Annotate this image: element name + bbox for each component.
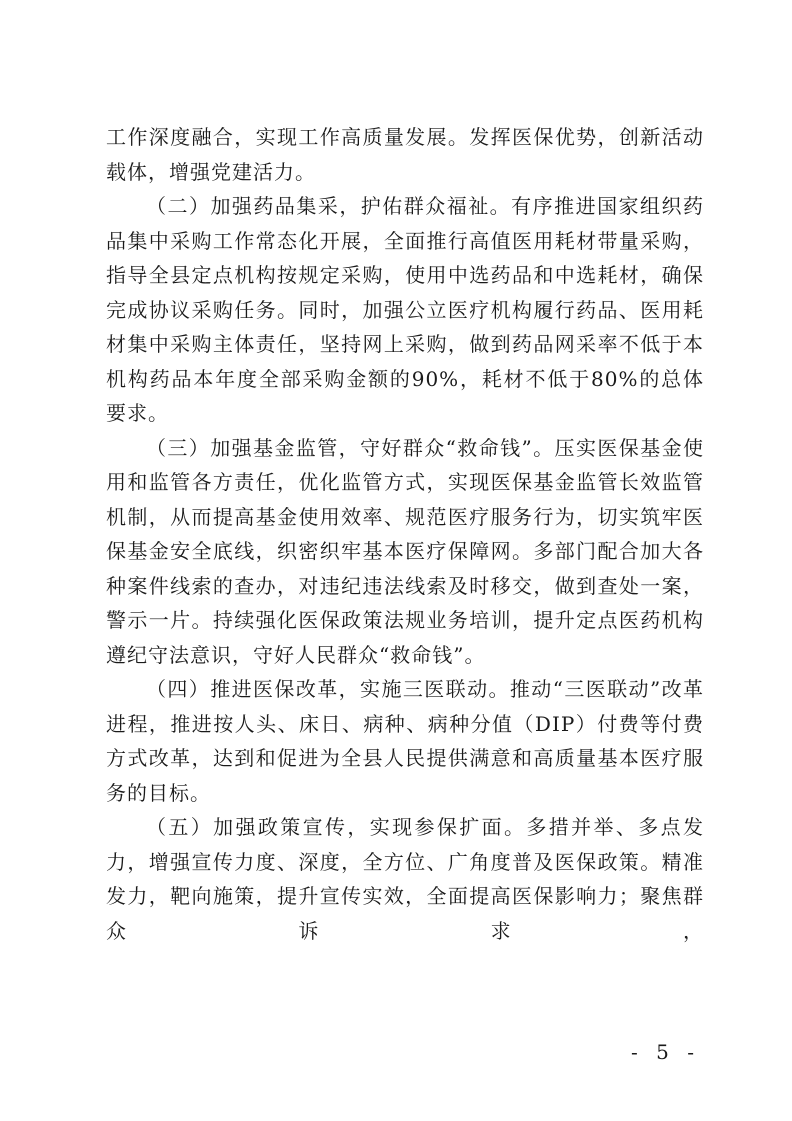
page-number: - 5 - [631, 1040, 700, 1064]
paragraph-5: （五）加强政策宣传，实现参保扩面。多措并举、多点发力，增强宣传力度、深度，全方位、广角度普及医保政策。精准发力，靶向施策，提升宣传实效，全面提高医保影响力；聚焦群众诉求， [106, 815, 704, 943]
paragraph-3: （三）加强基金监管，守好群众“救命钱”。压实医保基金使用和监管各方责任，优化监管方式，实现医保基金监管长效监管机制，从而提高基金使用效率、规范医疗服务行为，切实筑牢医保基金安全底线，织密织牢基本医疗保障网。多部门配合加大各种案件线索的查办，对违纪违法线索及时移交，做到查处一案，警示一片。持续强化医保政策法规业务培训，提升定点医药机构遵纪守法意识，守好人民群众“救命钱”。 [106, 435, 704, 667]
body-text [106, 120, 704, 948]
paragraph-4: （四）推进医保改革，实施三医联动。推动“三医联动”改革进程，推进按人头、床日、病种、病种分值（DIP）付费等付费方式改革，达到和促进为全县人民提供满意和高质量基本医疗服务的目标。 [106, 677, 704, 805]
paragraph-1: 工作深度融合，实现工作高质量发展。发挥医保优势，创新活动载体，增强党建活力。 [106, 125, 704, 184]
paragraph-2: （二）加强药品集采，护佑群众福祉。有序推进国家组织药品集中采购工作常态化开展，全面推行高值医用耗材带量采购，指导全县定点机构按规定采购，使用中选药品和中选耗材，确保完成协议采购任务。同时，加强公立医疗机构履行药品、医用耗材集中采购主体责任，坚持网上采购，做到药品网采率不低于本机构药品本年度全部采购金额的90%，耗材不低于80%的总体要求。 [106, 194, 704, 425]
